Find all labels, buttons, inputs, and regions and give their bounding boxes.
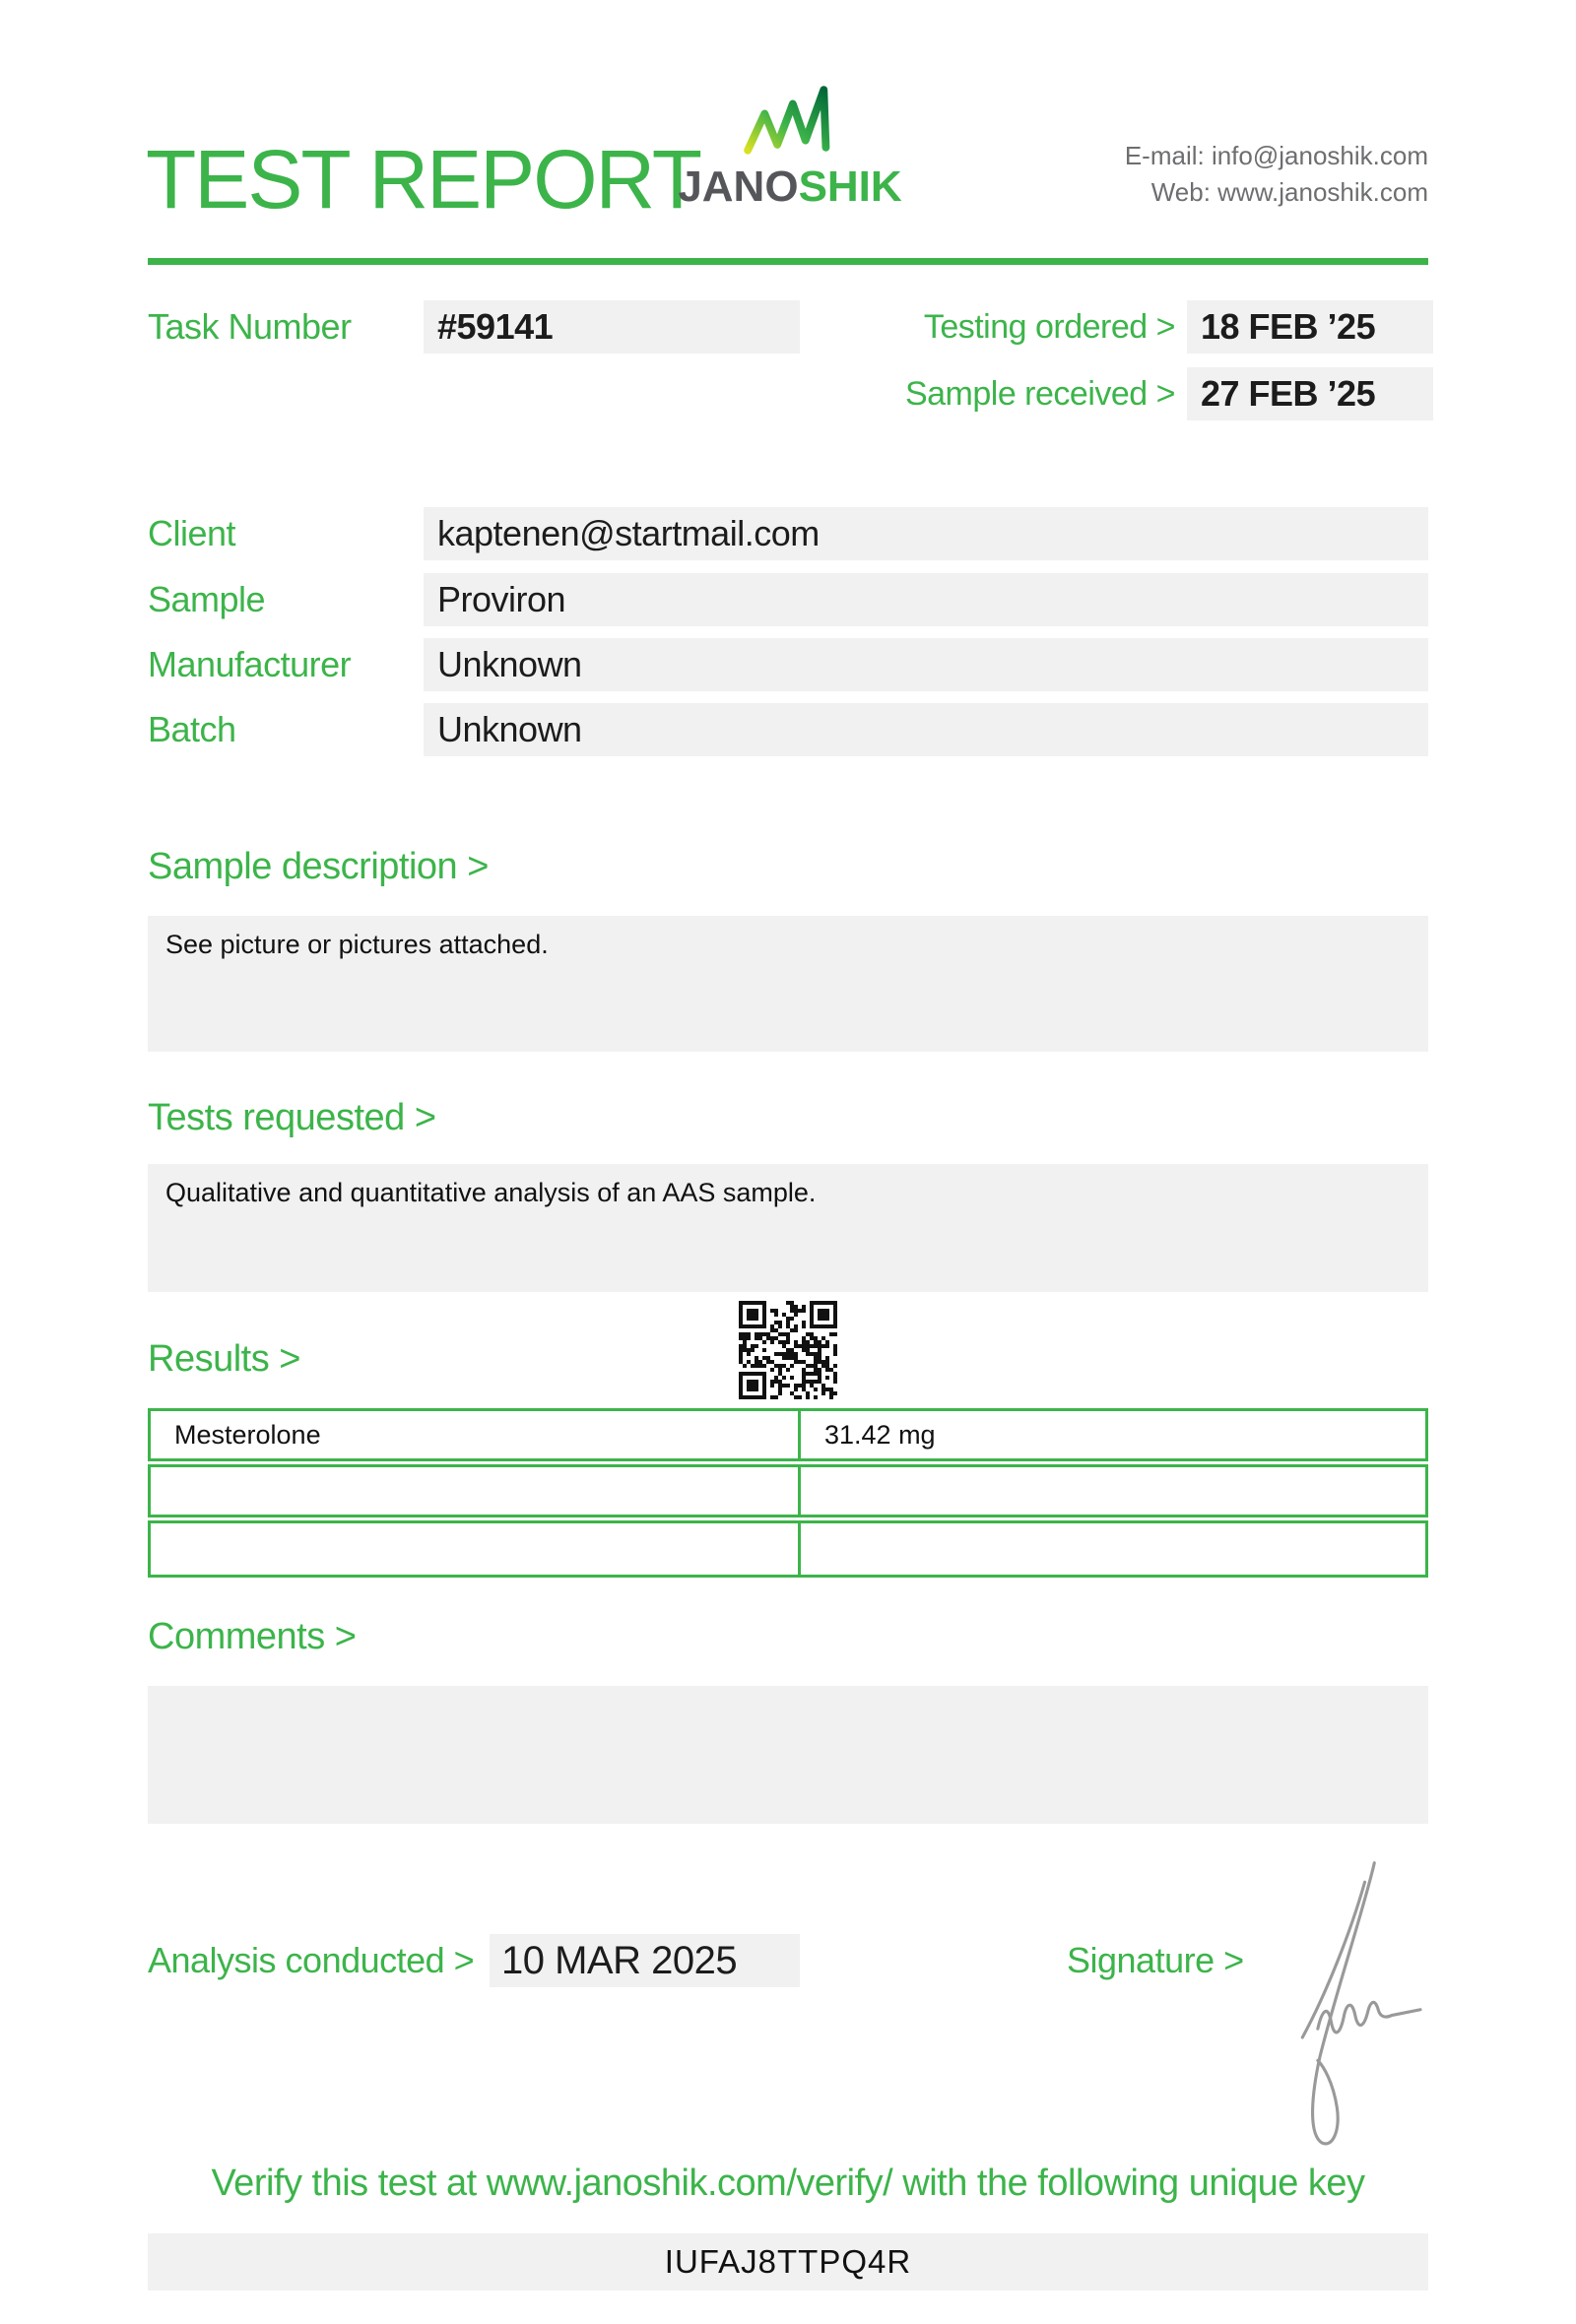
- testing-ordered-date: 18 FEB ’25: [1187, 300, 1433, 354]
- results-table-row-3: [148, 1520, 1428, 1578]
- tests-requested-heading: Tests requested >: [148, 1097, 436, 1138]
- manufacturer-value: Unknown: [424, 638, 1428, 691]
- comments-box: [148, 1686, 1428, 1824]
- sample-value: Proviron: [424, 573, 1428, 626]
- logo-jano: JANO: [678, 162, 799, 211]
- verify-instruction: Verify this test at www.janoshik.com/verify/ with the following unique key: [211, 2163, 1365, 2204]
- client-label: Client: [148, 513, 236, 553]
- contact-email: E-mail: info@janoshik.com: [1124, 141, 1428, 170]
- page-title: TEST REPORT: [146, 133, 701, 226]
- contact-web: Web: www.janoshik.com: [1150, 177, 1428, 207]
- janoshik-logo-text: [668, 163, 912, 211]
- signature-scribble: [1276, 1828, 1458, 2172]
- manufacturer-label: Manufacturer: [148, 644, 352, 684]
- results-table-row-1: [148, 1408, 1428, 1461]
- header-divider: [148, 258, 1428, 265]
- task-number-label: Task Number: [148, 306, 352, 347]
- sample-description-box: See picture or pictures attached.: [148, 916, 1428, 1052]
- contact-block: [1125, 138, 1428, 211]
- result-amount: 31.42 mg: [824, 1420, 936, 1450]
- logo-shik: SHIK: [798, 162, 902, 211]
- client-value: kaptenen@startmail.com: [424, 507, 1428, 560]
- results-table-row-2: [148, 1464, 1428, 1517]
- signature-label: Signature >: [1067, 1940, 1244, 1980]
- batch-value: Unknown: [424, 703, 1428, 756]
- sample-description-heading: Sample description >: [148, 846, 489, 887]
- results-heading: Results >: [148, 1338, 300, 1380]
- sample-received-date: 27 FEB ’25: [1187, 367, 1433, 420]
- analysis-date: 10 MAR 2025: [490, 1934, 800, 1987]
- sample-label: Sample: [148, 579, 266, 619]
- janoshik-chart-logo-icon: [741, 77, 839, 161]
- sample-received-label: Sample received >: [904, 375, 1175, 413]
- task-number-value: #59141: [424, 300, 800, 354]
- tests-requested-box: Qualitative and quantitative analysis of an AAS sample.: [148, 1164, 1428, 1292]
- batch-label: Batch: [148, 709, 236, 749]
- testing-ordered-label: Testing ordered >: [923, 308, 1175, 346]
- qr-code: [739, 1301, 837, 1399]
- verify-key: IUFAJ8TTPQ4R: [148, 2233, 1428, 2291]
- result-substance: Mesterolone: [174, 1420, 321, 1450]
- comments-heading: Comments >: [148, 1616, 357, 1657]
- analysis-conducted-label: Analysis conducted >: [148, 1940, 475, 1980]
